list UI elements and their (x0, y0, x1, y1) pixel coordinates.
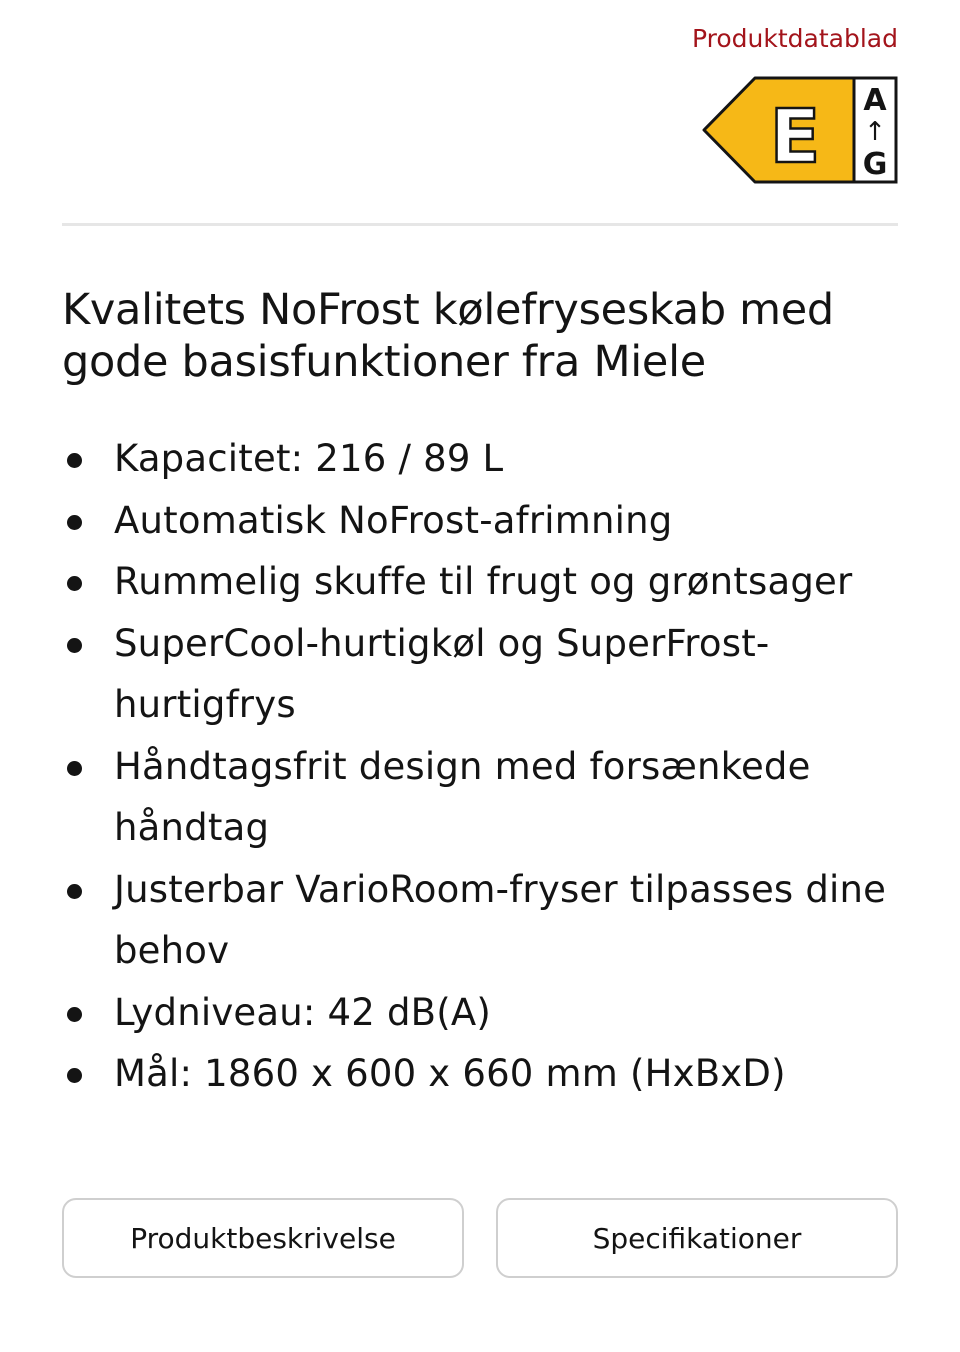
bullet-icon (67, 576, 82, 591)
energy-scale-top: A (863, 83, 887, 118)
feature-text: SuperCool-hurtigkøl og SuperFrost-hurtigfrys (114, 621, 770, 726)
feature-text: Håndtagsfrit design med forsænkede håndtag (114, 744, 811, 849)
feature-text: Justerbar VarioRoom-fryser tilpasses dine behov (114, 867, 887, 972)
feature-text: Automatisk NoFrost-afrimning (114, 498, 673, 542)
feature-text: Mål: 1860 x 600 x 660 mm (HxBxD) (114, 1052, 786, 1095)
product-datasheet-link[interactable]: Produktdatablad (692, 24, 898, 53)
feature-item (62, 736, 898, 859)
feature-text: Lydniveau: 42 dB(A) (114, 990, 492, 1034)
bullet-icon (67, 453, 82, 468)
feature-text: Kapacitet: 216 / 89 L (114, 437, 504, 480)
feature-item (62, 1043, 898, 1105)
feature-item (62, 859, 898, 982)
energy-scale-arrow: ↑ (864, 117, 886, 147)
bullet-icon (67, 1007, 82, 1022)
bullet-icon (67, 638, 82, 653)
energy-block (658, 22, 898, 182)
product-description-button[interactable]: Produktbeskrivelse (62, 1198, 464, 1278)
feature-text: Rummelig skuffe til frugt og grøntsager (114, 560, 853, 603)
feature-item (62, 428, 898, 490)
specifications-button[interactable]: Specifikationer (496, 1198, 898, 1278)
energy-class-letter: E (769, 94, 821, 180)
energy-class-label[interactable] (702, 76, 898, 184)
energy-label-graphic (702, 76, 898, 184)
bullet-icon (67, 761, 82, 776)
feature-list (62, 428, 898, 1105)
feature-item (62, 551, 898, 613)
section-divider (62, 223, 898, 226)
bullet-icon (67, 884, 82, 899)
feature-item (62, 613, 898, 736)
bullet-icon (67, 515, 82, 530)
product-headline: Kvalitets NoFrost kølefryseskab med gode basisfunktioner fra Miele (62, 285, 834, 387)
feature-item (62, 982, 898, 1044)
energy-scale-bottom: G (862, 147, 888, 182)
bullet-icon (67, 1068, 82, 1083)
feature-item (62, 490, 898, 552)
